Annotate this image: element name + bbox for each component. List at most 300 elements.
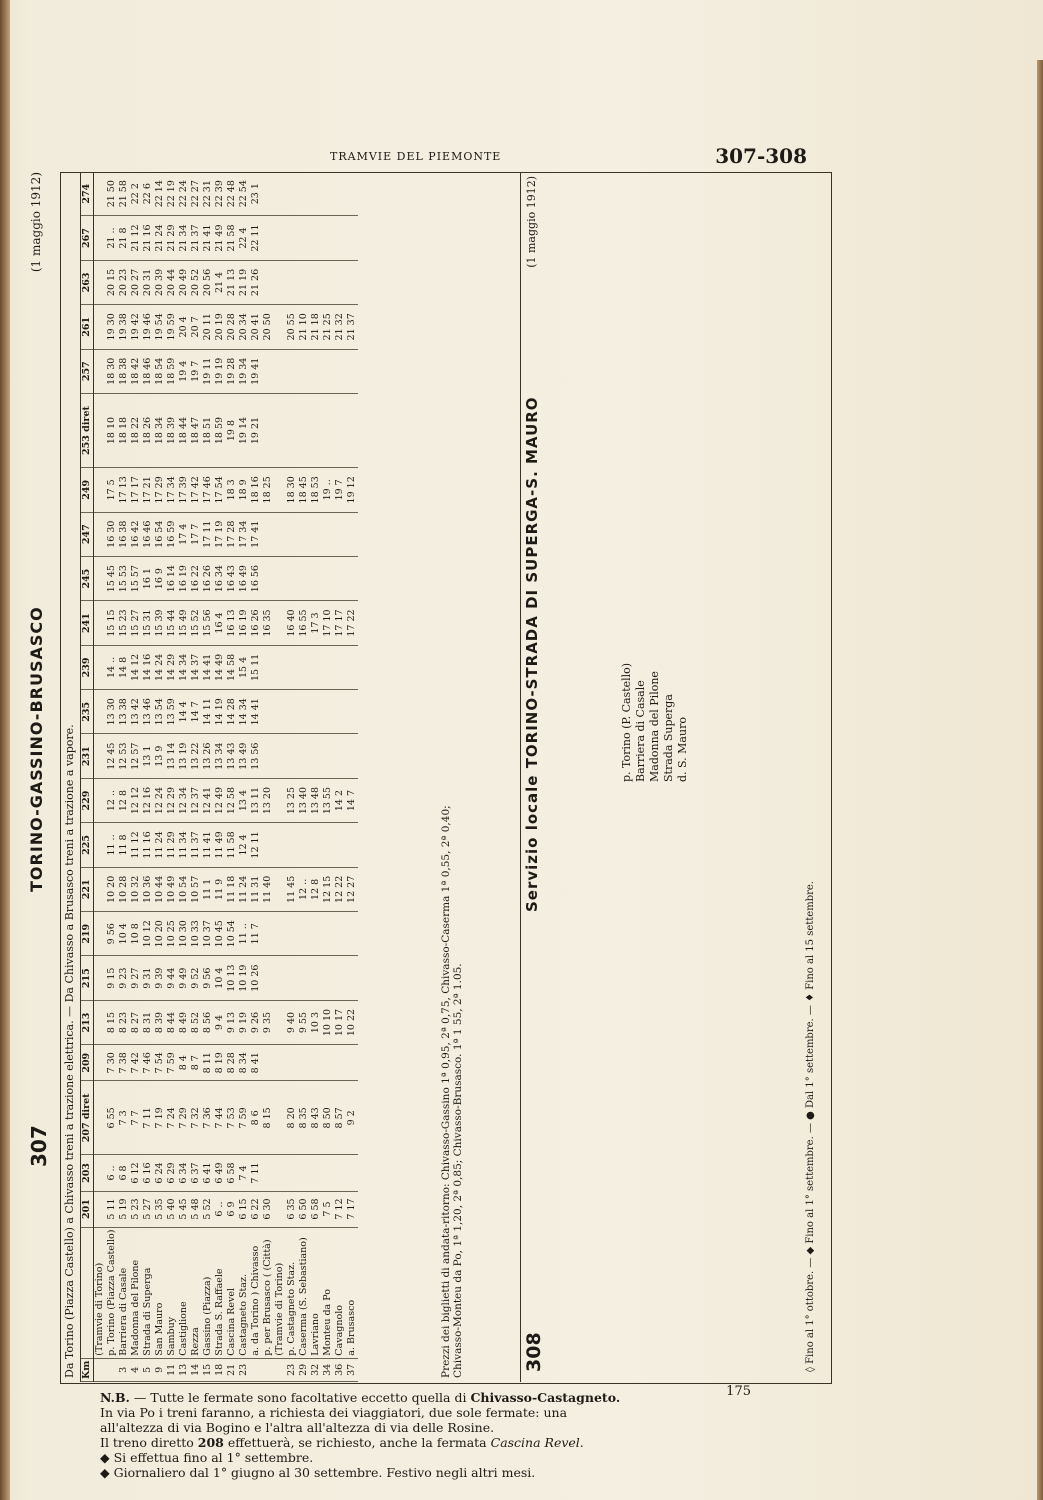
time-cell: 6 22: [250, 1191, 262, 1227]
header-train: 235: [81, 690, 94, 734]
km-cell: 37: [346, 1358, 358, 1381]
time-cell: 6 30: [262, 1191, 274, 1227]
time-cell: 13 46: [142, 690, 154, 734]
time-cell: 13 20: [262, 778, 274, 822]
station-cell: San Mauro: [154, 1227, 166, 1358]
header-train: 247: [81, 512, 94, 556]
time-cell: 19 7: [334, 468, 346, 512]
time-cell: [334, 734, 346, 778]
time-cell: [310, 823, 322, 867]
time-cell: [274, 690, 286, 734]
time-cell: 7 5: [322, 1191, 334, 1227]
local-station: p. Torino (P. Castello): [620, 662, 633, 782]
time-cell: 6 41: [202, 1155, 214, 1191]
station-cell: p. per Brusasco ( (Città): [262, 1227, 274, 1358]
time-cell: 9 31: [142, 956, 154, 1000]
header-train: 263: [81, 260, 94, 304]
time-cell: 10 4: [214, 956, 226, 1000]
time-cell: 20 55: [286, 305, 298, 349]
time-cell: 17 17: [130, 468, 142, 512]
time-cell: 22 27: [190, 172, 202, 216]
km-cell: 18: [214, 1358, 226, 1381]
time-cell: 13 19: [178, 734, 190, 778]
station-cell: Caserma (S. Sebastiano): [298, 1227, 310, 1358]
time-cell: [262, 556, 274, 600]
time-cell: 7 42: [130, 1045, 142, 1081]
time-cell: [274, 912, 286, 956]
time-cell: 21 50: [106, 172, 118, 216]
time-cell: [310, 1045, 322, 1081]
time-cell: 7 29: [178, 1081, 190, 1155]
header-train: 215: [81, 956, 94, 1000]
time-cell: 18 44: [178, 393, 190, 467]
km-cell: [262, 1358, 274, 1381]
time-cell: 11 1: [202, 867, 214, 911]
time-cell: 13 48: [310, 778, 322, 822]
header-train: 207 diret: [81, 1081, 94, 1155]
footnotes: [100, 1390, 660, 1480]
time-cell: 13 11: [250, 778, 262, 822]
time-cell: 20 50: [262, 305, 274, 349]
time-cell: 12 16: [142, 778, 154, 822]
header-train: 203: [81, 1155, 94, 1191]
time-cell: [334, 512, 346, 556]
time-cell: 8 20: [286, 1081, 298, 1155]
header-train: 239: [81, 645, 94, 689]
time-cell: 15 49: [178, 601, 190, 645]
header-train: 209: [81, 1045, 94, 1081]
time-cell: 12 58: [226, 778, 238, 822]
time-cell: 10 8: [130, 912, 142, 956]
time-cell: 20 28: [226, 305, 238, 349]
time-cell: 11 40: [262, 867, 274, 911]
time-cell: 17 42: [190, 468, 202, 512]
footnote-4d: Cascina Revel.: [490, 1435, 584, 1450]
time-cell: 13 4: [238, 778, 250, 822]
time-cell: 13 49: [238, 734, 250, 778]
time-cell: 15 57: [130, 556, 142, 600]
time-cell: [322, 734, 334, 778]
table-row: [202, 172, 214, 1382]
time-cell: 11 31: [250, 867, 262, 911]
time-cell: [334, 260, 346, 304]
time-cell: 10 28: [118, 867, 130, 911]
time-cell: 17 10: [322, 601, 334, 645]
time-cell: 5 48: [190, 1191, 202, 1227]
time-cell: 13 59: [166, 690, 178, 734]
time-cell: [346, 556, 358, 600]
time-cell: 7 17: [346, 1191, 358, 1227]
time-cell: 6 9: [226, 1191, 238, 1227]
time-cell: 10 36: [142, 867, 154, 911]
time-cell: 16 54: [154, 512, 166, 556]
time-cell: 20 49: [178, 260, 190, 304]
time-cell: 19 4: [178, 349, 190, 393]
time-cell: 11 18: [226, 867, 238, 911]
time-cell: [262, 349, 274, 393]
time-cell: 15 44: [166, 601, 178, 645]
time-cell: 16 1: [142, 556, 154, 600]
time-cell: 7 3: [118, 1081, 130, 1155]
time-cell: 17 13: [118, 468, 130, 512]
time-cell: 13 38: [118, 690, 130, 734]
time-cell: 11 16: [142, 823, 154, 867]
time-cell: 14 34: [238, 690, 250, 734]
time-cell: 10 57: [190, 867, 202, 911]
table-row: [214, 172, 226, 1382]
time-cell: 12 11: [250, 823, 262, 867]
time-cell: 18 16: [250, 468, 262, 512]
time-cell: 7 7: [130, 1081, 142, 1155]
time-cell: [286, 956, 298, 1000]
time-cell: [286, 690, 298, 734]
station-cell: Barriera di Casale: [118, 1227, 130, 1358]
time-cell: 13 34: [214, 734, 226, 778]
time-cell: [274, 1191, 286, 1227]
station-cell: Cascina Revel: [226, 1227, 238, 1358]
time-cell: [322, 172, 334, 216]
time-cell: 12 22: [334, 867, 346, 911]
time-cell: 12 29: [166, 778, 178, 822]
km-cell: 21: [226, 1358, 238, 1381]
time-cell: 22 48: [226, 172, 238, 216]
time-cell: 7 44: [214, 1081, 226, 1155]
table-row: [346, 172, 358, 1382]
time-cell: 10 19: [238, 956, 250, 1000]
time-cell: 9 56: [202, 956, 214, 1000]
time-cell: 16 19: [238, 601, 250, 645]
time-cell: [334, 1045, 346, 1081]
header-train: 241: [81, 601, 94, 645]
time-cell: 12 49: [214, 778, 226, 822]
time-cell: [346, 260, 358, 304]
time-cell: 5 35: [154, 1191, 166, 1227]
time-cell: [262, 172, 274, 216]
time-cell: 6 8: [118, 1155, 130, 1191]
header-train: 219: [81, 912, 94, 956]
time-cell: 7 30: [106, 1045, 118, 1081]
time-cell: 12 12: [130, 778, 142, 822]
time-cell: 14 2: [334, 778, 346, 822]
time-cell: 10 49: [166, 867, 178, 911]
time-cell: 9 23: [118, 956, 130, 1000]
station-cell: Castiglione: [178, 1227, 190, 1358]
time-cell: [310, 393, 322, 467]
time-cell: [286, 645, 298, 689]
time-cell: 19 54: [154, 305, 166, 349]
km-cell: [106, 1358, 118, 1381]
time-cell: [334, 556, 346, 600]
time-cell: 13 25: [286, 778, 298, 822]
time-cell: 23 1: [250, 172, 262, 216]
station-cell: Strada di Superga: [142, 1227, 154, 1358]
km-cell: [274, 1358, 286, 1381]
time-cell: [298, 690, 310, 734]
time-cell: 8 41: [250, 1045, 262, 1081]
section-308-number: 308: [523, 1332, 545, 1372]
time-cell: 9 4: [214, 1000, 226, 1044]
time-cell: [286, 912, 298, 956]
header-train: 245: [81, 556, 94, 600]
km-cell: 13: [178, 1358, 190, 1381]
time-cell: 15 39: [154, 601, 166, 645]
time-cell: 6 49: [214, 1155, 226, 1191]
time-cell: 17 5: [106, 468, 118, 512]
time-cell: 16 43: [226, 556, 238, 600]
header-train: 253 diret: [81, 393, 94, 467]
table-row: [322, 172, 334, 1382]
time-cell: 19 7: [190, 349, 202, 393]
time-cell: [322, 645, 334, 689]
time-cell: 7 59: [166, 1045, 178, 1081]
time-cell: 19 59: [166, 305, 178, 349]
time-cell: 16 14: [166, 556, 178, 600]
table-row: [106, 172, 118, 1382]
section-308-title: [520, 172, 545, 1382]
time-cell: [274, 645, 286, 689]
time-cell: [274, 734, 286, 778]
time-cell: [322, 1045, 334, 1081]
time-cell: [94, 690, 107, 734]
header-train: 261: [81, 305, 94, 349]
time-cell: [286, 172, 298, 216]
time-cell: 8 19: [214, 1045, 226, 1081]
time-cell: 8 50: [322, 1081, 334, 1155]
table-row: [274, 172, 286, 1382]
time-cell: 13 26: [202, 734, 214, 778]
time-cell: [94, 1191, 107, 1227]
time-cell: 22 19: [166, 172, 178, 216]
time-cell: 7 36: [202, 1081, 214, 1155]
time-cell: 17 34: [166, 468, 178, 512]
time-cell: 13 54: [154, 690, 166, 734]
time-cell: [322, 349, 334, 393]
time-cell: 21 58: [226, 216, 238, 260]
time-cell: 10 12: [142, 912, 154, 956]
time-cell: 14 7: [346, 778, 358, 822]
header-train: 249: [81, 468, 94, 512]
header-train: 231: [81, 734, 94, 778]
time-cell: 19 46: [142, 305, 154, 349]
footnote-line-6: ◆ Giornaliero dal 1° giugno al 30 settembre. Festivo negli altri mesi.: [100, 1465, 536, 1480]
time-cell: [274, 556, 286, 600]
time-cell: [310, 734, 322, 778]
time-cell: 8 57: [334, 1081, 346, 1155]
time-cell: [346, 734, 358, 778]
time-cell: [298, 260, 310, 304]
time-cell: 8 43: [310, 1081, 322, 1155]
time-cell: 12 8: [118, 778, 130, 822]
time-cell: [298, 512, 310, 556]
time-cell: 21 41: [202, 216, 214, 260]
time-cell: 18 34: [154, 393, 166, 467]
time-cell: 8 11: [202, 1045, 214, 1081]
time-cell: [310, 512, 322, 556]
time-cell: 18 25: [262, 468, 274, 512]
time-cell: [298, 823, 310, 867]
time-cell: 21 ..: [106, 216, 118, 260]
station-cell: Castagneto Staz.: [238, 1227, 250, 1358]
time-cell: 7 32: [190, 1081, 202, 1155]
time-cell: 9 35: [262, 1000, 274, 1044]
time-cell: [94, 601, 107, 645]
time-cell: 7 38: [118, 1045, 130, 1081]
time-cell: [274, 867, 286, 911]
time-cell: 21 16: [142, 216, 154, 260]
station-cell: (Tramvie di Torino): [94, 1227, 107, 1358]
header-train: 257: [81, 349, 94, 393]
time-cell: 8 7: [190, 1045, 202, 1081]
time-cell: [94, 393, 107, 467]
time-cell: 21 4: [214, 260, 226, 304]
time-cell: 18 59: [214, 393, 226, 467]
footnote-line-5: ◆ Si effettua fino al 1° settembre.: [100, 1450, 314, 1465]
time-cell: 5 45: [178, 1191, 190, 1227]
table-row: [178, 172, 190, 1382]
time-cell: [298, 1155, 310, 1191]
time-cell: 19 41: [250, 349, 262, 393]
time-cell: 6 34: [178, 1155, 190, 1191]
time-cell: [274, 778, 286, 822]
time-cell: [94, 305, 107, 349]
time-cell: [94, 216, 107, 260]
time-cell: [298, 556, 310, 600]
time-cell: 18 51: [202, 393, 214, 467]
time-cell: 21 13: [226, 260, 238, 304]
time-cell: 14 19: [214, 690, 226, 734]
nb-line: [100, 1390, 660, 1405]
time-cell: 14 34: [178, 645, 190, 689]
time-cell: 21 32: [334, 305, 346, 349]
time-cell: [94, 512, 107, 556]
time-cell: 14 41: [250, 690, 262, 734]
time-cell: 10 25: [166, 912, 178, 956]
time-cell: [334, 393, 346, 467]
time-cell: 15 56: [202, 601, 214, 645]
time-cell: 9 27: [130, 956, 142, 1000]
time-cell: 22 31: [202, 172, 214, 216]
time-cell: [298, 172, 310, 216]
time-cell: 13 9: [154, 734, 166, 778]
time-cell: 8 28: [226, 1045, 238, 1081]
time-cell: 22 54: [238, 172, 250, 216]
time-cell: 13 56: [250, 734, 262, 778]
time-cell: 10 54: [226, 912, 238, 956]
time-cell: [274, 216, 286, 260]
time-cell: [298, 349, 310, 393]
table-row: [142, 172, 154, 1382]
time-cell: [262, 393, 274, 467]
time-cell: 20 7: [190, 305, 202, 349]
header-km: Km: [81, 1358, 94, 1381]
time-cell: 14 58: [226, 645, 238, 689]
time-cell: [274, 956, 286, 1000]
station-cell: (Tramvie di Torino): [274, 1227, 286, 1358]
time-cell: 8 56: [202, 1000, 214, 1044]
time-cell: 16 19: [178, 556, 190, 600]
time-cell: 14 12: [130, 645, 142, 689]
time-cell: [334, 216, 346, 260]
time-cell: 16 22: [190, 556, 202, 600]
time-cell: [94, 867, 107, 911]
time-cell: [346, 172, 358, 216]
time-cell: 5 27: [142, 1191, 154, 1227]
time-cell: 16 9: [154, 556, 166, 600]
time-cell: [94, 956, 107, 1000]
time-cell: 15 11: [250, 645, 262, 689]
time-cell: 12 4: [238, 823, 250, 867]
time-cell: 9 55: [298, 1000, 310, 1044]
time-cell: [346, 645, 358, 689]
footnote-line-2: In via Po i treni faranno, a richiesta dei viaggiatori, due sole fermate: una: [100, 1405, 568, 1420]
time-cell: [94, 1081, 107, 1155]
running-head: TRAMVIE DEL PIEMONTE: [330, 150, 502, 163]
time-cell: 17 19: [214, 512, 226, 556]
time-cell: 20 41: [250, 305, 262, 349]
time-cell: 15 23: [118, 601, 130, 645]
page-range: 307-308: [715, 144, 807, 168]
time-cell: 12 53: [118, 734, 130, 778]
time-cell: 16 26: [202, 556, 214, 600]
time-cell: 6 ..: [214, 1191, 226, 1227]
time-cell: 9 52: [190, 956, 202, 1000]
time-cell: [298, 216, 310, 260]
time-cell: 13 40: [298, 778, 310, 822]
time-cell: 10 3: [310, 1000, 322, 1044]
time-cell: 14 37: [190, 645, 202, 689]
nb-text: — Tutte le fermate sono facoltative eccetto quella di: [129, 1390, 471, 1405]
time-cell: 18 18: [118, 393, 130, 467]
time-cell: [322, 823, 334, 867]
section-307-date: (1 maggio 1912): [29, 172, 43, 273]
time-cell: 12 34: [178, 778, 190, 822]
time-cell: 17 29: [154, 468, 166, 512]
table-row: [334, 172, 346, 1382]
time-cell: 18 54: [154, 349, 166, 393]
time-cell: [322, 1155, 334, 1191]
time-cell: 19 19: [214, 349, 226, 393]
time-cell: 8 44: [166, 1000, 178, 1044]
time-cell: 18 26: [142, 393, 154, 467]
time-cell: [346, 512, 358, 556]
time-cell: [334, 912, 346, 956]
station-cell: a. da Torino ) Chivasso: [250, 1227, 262, 1358]
time-cell: 7 54: [154, 1045, 166, 1081]
time-cell: [274, 260, 286, 304]
station-cell: a. Brusasco: [346, 1227, 358, 1358]
section-308-name: Servizio locale TORINO-STRADA DI SUPERGA-S. MAURO: [523, 396, 541, 912]
time-cell: 18 10: [106, 393, 118, 467]
time-cell: [322, 216, 334, 260]
time-cell: 9 13: [226, 1000, 238, 1044]
time-cell: 22 6: [142, 172, 154, 216]
table-row: [190, 172, 202, 1382]
time-cell: 10 45: [214, 912, 226, 956]
time-cell: [262, 512, 274, 556]
km-cell: 9: [154, 1358, 166, 1381]
time-cell: 16 30: [106, 512, 118, 556]
time-cell: 14 ..: [106, 645, 118, 689]
footnote-4b: 208: [197, 1435, 224, 1450]
table-row: [310, 172, 322, 1382]
local-station: d. S. Mauro: [676, 717, 689, 782]
time-cell: 21 58: [118, 172, 130, 216]
time-cell: [310, 349, 322, 393]
time-cell: 21 18: [310, 305, 322, 349]
time-cell: 5 52: [202, 1191, 214, 1227]
time-cell: [310, 172, 322, 216]
time-cell: [346, 216, 358, 260]
